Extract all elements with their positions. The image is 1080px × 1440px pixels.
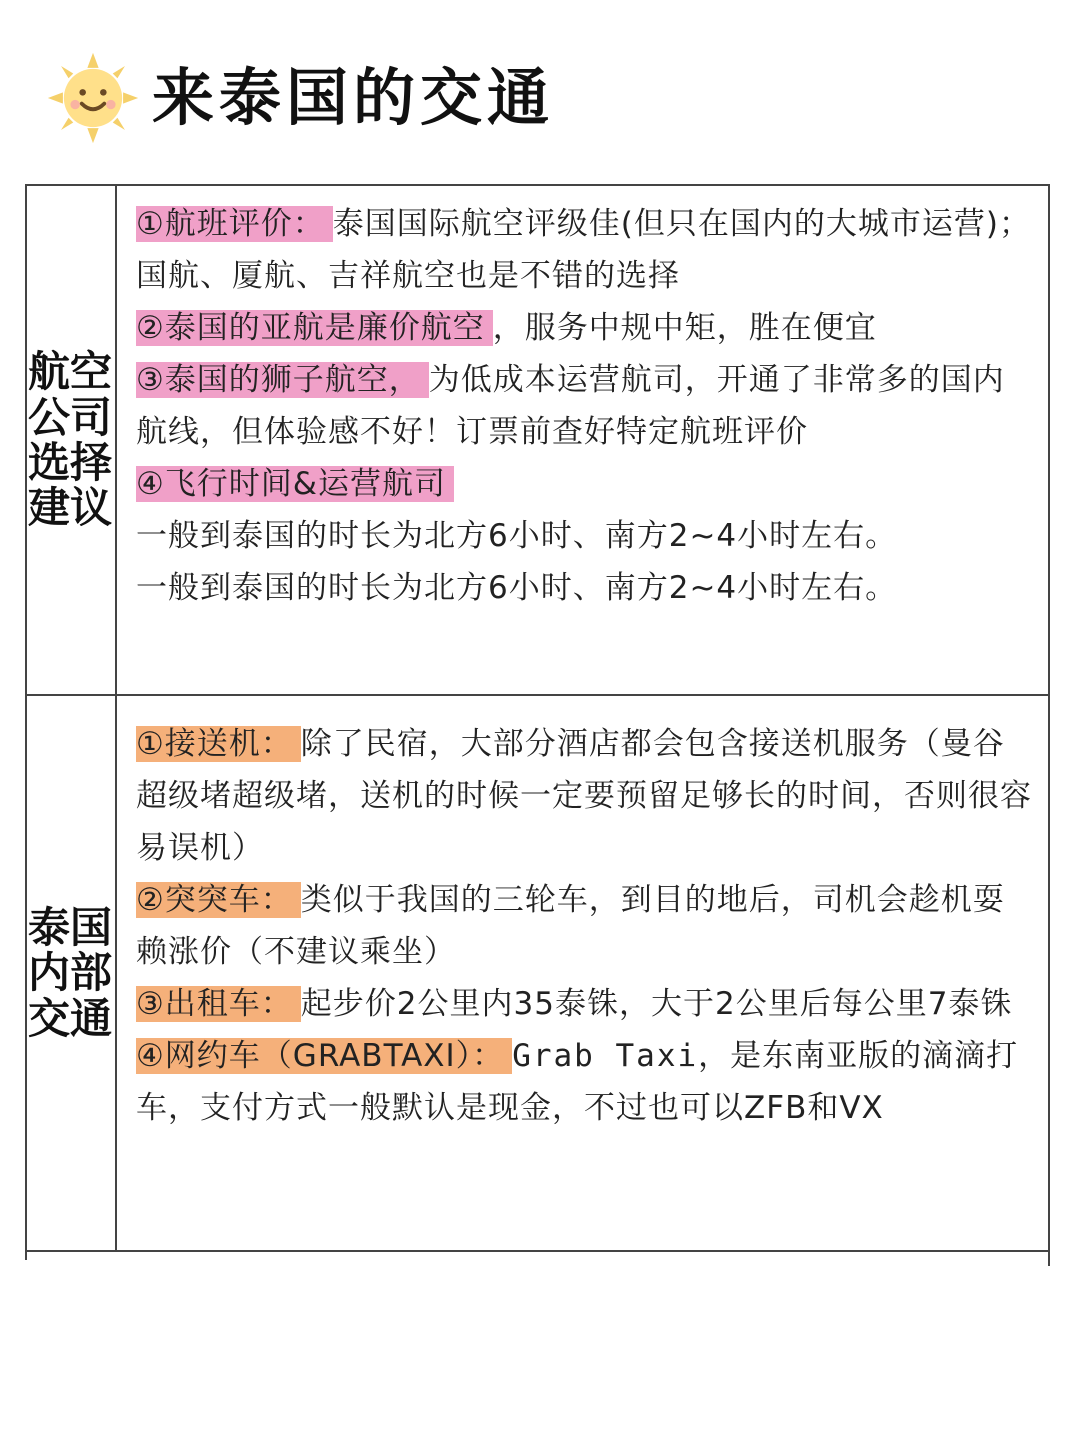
- airline-item-1-text: 泰国国际航空评级佳(但只在国内的大城市运营)；国航、厦航、吉祥航空也是不错的选择: [136, 206, 1031, 294]
- airline-item-2-heading: ②泰国的亚航是廉价航空: [136, 310, 493, 346]
- transport-item-1-text: 除了民宿，大部分酒店都会包含接送机服务（曼谷超级堵超级堵，送机的时候一定要预留足够长的时间，否则很容易误机）: [136, 726, 1032, 866]
- table-left-border: [25, 184, 27, 1260]
- airline-item-4-heading: ④飞行时间&运营航司: [136, 466, 454, 502]
- airline-item-2-text: ，服务中规中矩，胜在便宜: [492, 310, 877, 346]
- transport-item-1-heading: ①接送机：: [136, 726, 301, 762]
- table-bottom-border: [25, 1250, 1050, 1252]
- transport-item-1: [136, 718, 1036, 874]
- local-transport-section: [136, 718, 1036, 1134]
- table-right-border: [1048, 184, 1050, 1266]
- page-title: 来泰国的交通: [152, 61, 555, 134]
- transport-item-2: [136, 874, 1036, 978]
- sun-icon: [46, 51, 140, 145]
- transport-item-2-heading: ②突突车：: [136, 882, 301, 918]
- section-label-airlines: 航空公司选择建议: [28, 347, 113, 533]
- airline-item-3: [136, 354, 1036, 458]
- airline-note-1: 一般到泰国的时长为北方6小时、南方2~4小时左右。: [136, 518, 898, 554]
- airline-item-1: [136, 198, 1036, 302]
- airline-item-3-text: 为低成本运营航司，开通了非常多的国内航线，但体验感不好！订票前查好特定航班评价: [136, 362, 1005, 450]
- transport-item-3: [136, 978, 1036, 1030]
- airline-item-2: [136, 302, 1036, 354]
- transport-item-4-brand: Grab Taxi: [512, 1038, 699, 1074]
- airline-note-2: 一般到泰国的时长为北方6小时、南方2~4小时左右。: [136, 570, 898, 606]
- airline-item-4: [136, 458, 1036, 510]
- airline-item-3-heading: ③泰国的狮子航空，: [136, 362, 429, 398]
- transport-item-2-text: 类似于我国的三轮车，到目的地后，司机会趁机耍赖涨价（不建议乘坐）: [136, 882, 1005, 970]
- table-top-border: [25, 184, 1050, 186]
- section-label-local-transport: 泰国内部交通: [28, 902, 113, 1043]
- table-middle-border: [25, 694, 1050, 696]
- transport-item-4-text: ，是东南亚版的滴滴打车，支付方式一般默认是现金，不过也可以ZFB和VX: [136, 1038, 1019, 1126]
- airline-item-1-heading: ①航班评价：: [136, 206, 333, 242]
- transport-item-4-heading: ④网约车（GRABTAXI）：: [136, 1038, 512, 1074]
- transport-item-3-heading: ③出租车：: [136, 986, 301, 1022]
- page-header: [46, 48, 554, 148]
- airline-section: [136, 198, 1036, 614]
- transport-item-4: [136, 1030, 1036, 1134]
- transport-item-3-text: 起步价2公里内35泰铢，大于2公里后每公里7泰铢: [300, 986, 1013, 1022]
